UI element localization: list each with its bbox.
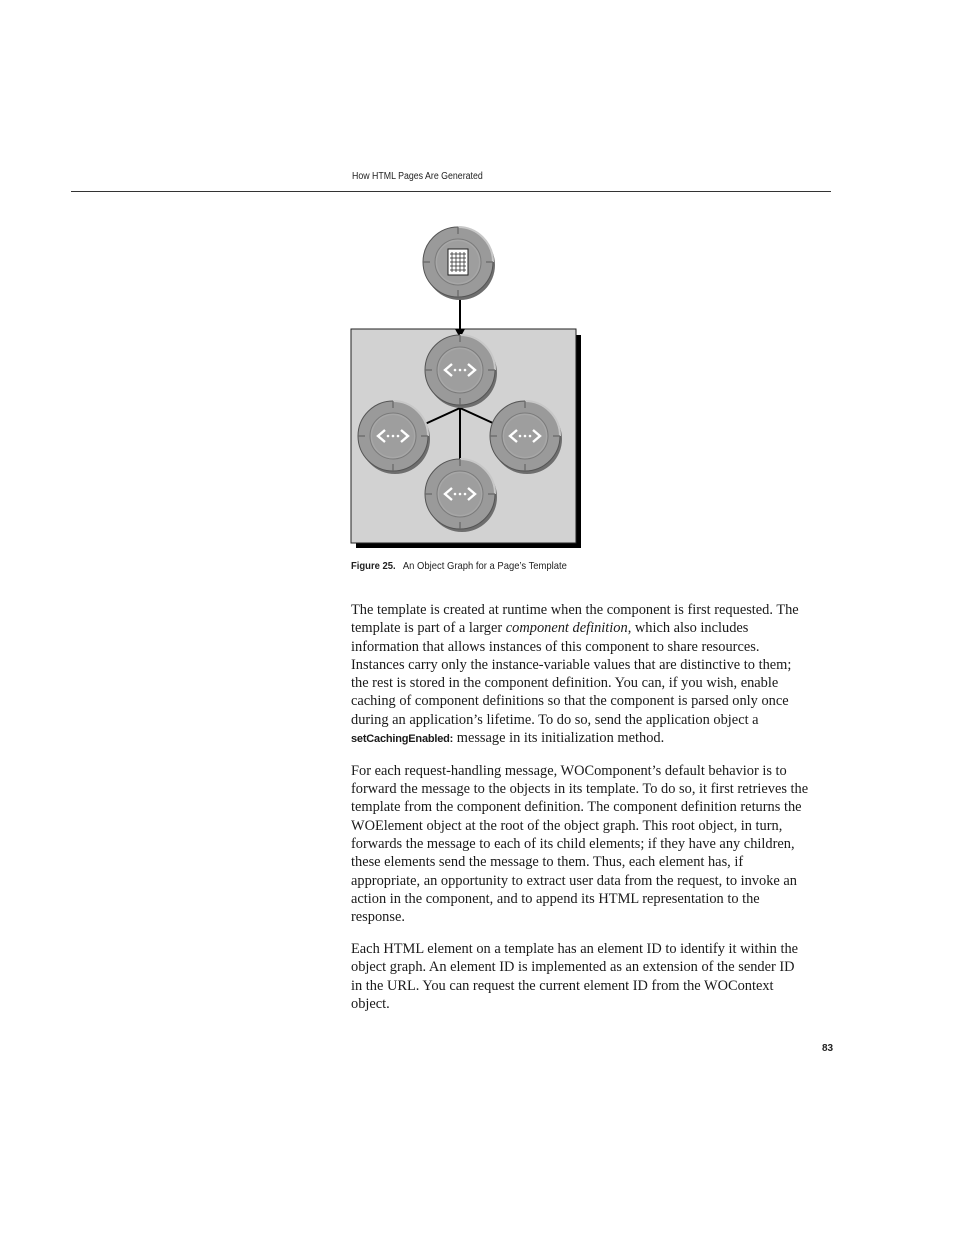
paragraph-1-part-a: The template is created at runtime when the component is first requested. The template is part of a larger — [351, 602, 799, 637]
paragraph-2: For each request-handling message, WOComponent’s default behavior is to forward the message to the objects in its template. To do so, it first retrieves the template from the component definition. The component definition returns the WOElement object at the root of the object graph. This root object, in turn, forwards the message to each of its child elements; if they have any children, these elements send the message to them. Thus, each element has, if appropriate, an opportunity to extract user data from the request, to invoke an action in the component, and to append its HTML representation to the response. — [351, 762, 809, 926]
paragraph-3: Each HTML element on a template has an element ID to identify it within the object graph. An element ID is implemented as an extension of the sender ID in the URL. You can request the current element ID from the WOContext object. — [351, 941, 799, 1012]
component-node — [423, 227, 495, 300]
page-number: 83 — [822, 1043, 834, 1054]
object-graph-figure — [340, 225, 590, 553]
term-component-definition: component definition — [505, 620, 628, 637]
header-rule — [71, 191, 831, 192]
paragraph-1-part-c: message in its initialization method. — [453, 730, 665, 747]
page-grid-icon — [448, 249, 468, 275]
figure-caption-text: An Object Graph for a Page’s Template — [402, 560, 567, 572]
running-header: How HTML Pages Are Generated — [352, 171, 483, 182]
body-text — [351, 601, 809, 1027]
paragraph-1 — [351, 601, 809, 748]
figure-caption — [351, 560, 567, 572]
figure-number: Figure 25. — [351, 560, 396, 572]
paragraph-1-part-b: , which also includes information that allows instances of this component to share resources. Instances carry only the instance-variable values that are distinctive to them; the rest is stored in the component definition. You can, if you wish, enable caching of component definitions so that the component is parsed only once during an application’s lifetime. To do so, send the application object a — [351, 620, 792, 728]
code-set-caching-enabled: setCachingEnabled: — [351, 733, 454, 746]
